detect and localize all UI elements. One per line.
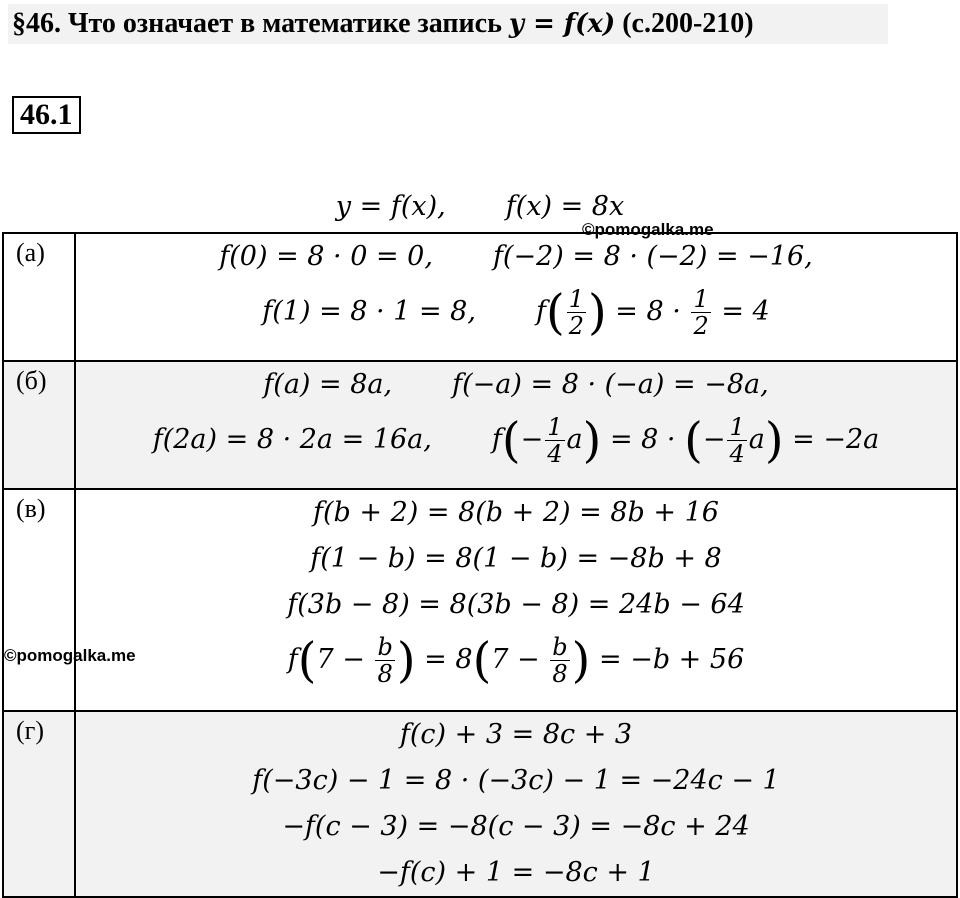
- row-b: [3, 361, 957, 489]
- equation-text: f(a) = 8a,: [263, 369, 393, 400]
- fraction: $\frac{1}{4}$: [729, 413, 745, 468]
- given-left: y = f(x),: [335, 191, 446, 222]
- equation-line: f(1) = 8 · 1 = 8, f( $\frac{1}{2}$ ) = 8 · $\frac{1}{2}$ = 4: [262, 284, 770, 341]
- given-right: f(x) = 8x: [505, 191, 625, 222]
- equation-line: [76, 362, 956, 408]
- equation-text: = 4: [721, 296, 770, 327]
- equation-text: f: [535, 296, 546, 327]
- equation-text: f(2a) = 8 · 2a = 16a,: [152, 424, 432, 455]
- row-label-c: (в): [3, 489, 75, 711]
- equation-text: = −2a: [792, 424, 880, 455]
- equation-text: = −b + 56: [598, 644, 745, 675]
- equation-line: −f(c) + 1 = −8c + 1: [377, 857, 655, 888]
- equation-line: f(7 − $\frac{b}{8}$ ) = 8(7 − $\frac{b}{8}$ ) = −b + 56: [287, 632, 745, 689]
- equation-text: f: [287, 644, 298, 675]
- equation-line: [76, 234, 956, 280]
- row-label-a: (а): [3, 233, 75, 361]
- equation-line: f(3b − 8) = 8(3b − 8) = 24b − 64: [287, 589, 745, 620]
- given-formula: [0, 186, 960, 228]
- row-d: [3, 711, 957, 897]
- equation-text: = 8: [424, 644, 473, 675]
- equation-text: f(−a) = 8 · (−a) = −8a,: [452, 369, 769, 400]
- row-c: [3, 489, 957, 711]
- row-body-a: [75, 233, 957, 361]
- equation-line: f(2a) = 8 · 2a = 16a, f(− $\frac{1}{4}$ a) = 8 · (− $\frac{1}{4}$ a) = −2a: [152, 412, 880, 469]
- row-body-c: [75, 489, 957, 711]
- fraction: $\frac{b}{8}$: [377, 633, 393, 688]
- title-formula: y = f(x): [508, 9, 616, 39]
- section-title: [8, 4, 888, 44]
- equation-text: f: [491, 424, 502, 455]
- fraction: $\frac{1}{4}$: [547, 413, 563, 468]
- equation-text: f(−2) = 8 · (−2) = −16,: [492, 241, 813, 272]
- title-prefix: §46. Что означает в математике запись: [12, 8, 509, 39]
- fraction: $\frac{b}{8}$: [552, 633, 568, 688]
- solution-table: [2, 232, 958, 898]
- equation-text: = 8 ·: [615, 296, 681, 327]
- watermark-side: ©pomogalka.me: [4, 646, 136, 665]
- equation-line: f(−3c) − 1 = 8 · (−3c) − 1 = −24c − 1: [252, 765, 780, 796]
- equation-line: f(b + 2) = 8(b + 2) = 8b + 16: [313, 497, 719, 528]
- equation-text: = 8 ·: [609, 424, 676, 455]
- fraction: $\frac{1}{2}$: [568, 285, 584, 340]
- watermark-top: ©pomogalka.me: [582, 220, 714, 239]
- row-a: [3, 233, 957, 361]
- task-number: 46.1: [12, 96, 81, 134]
- equation-line: f(c) + 3 = 8c + 3: [399, 719, 633, 750]
- equation-line: f(1 − b) = 8(1 − b) = −8b + 8: [310, 543, 722, 574]
- row-label-b: (б): [3, 361, 75, 489]
- equation-line: −f(c − 3) = −8(c − 3) = −8c + 24: [282, 811, 750, 842]
- row-label-d: (г): [3, 711, 75, 897]
- title-suffix: (с.200-210): [615, 8, 754, 39]
- equation-text: f(1) = 8 · 1 = 8,: [262, 296, 476, 327]
- fraction: $\frac{1}{2}$: [693, 285, 709, 340]
- row-body-b: [75, 361, 957, 489]
- row-body-d: [75, 711, 957, 897]
- equation-text: f(0) = 8 · 0 = 0,: [219, 241, 433, 272]
